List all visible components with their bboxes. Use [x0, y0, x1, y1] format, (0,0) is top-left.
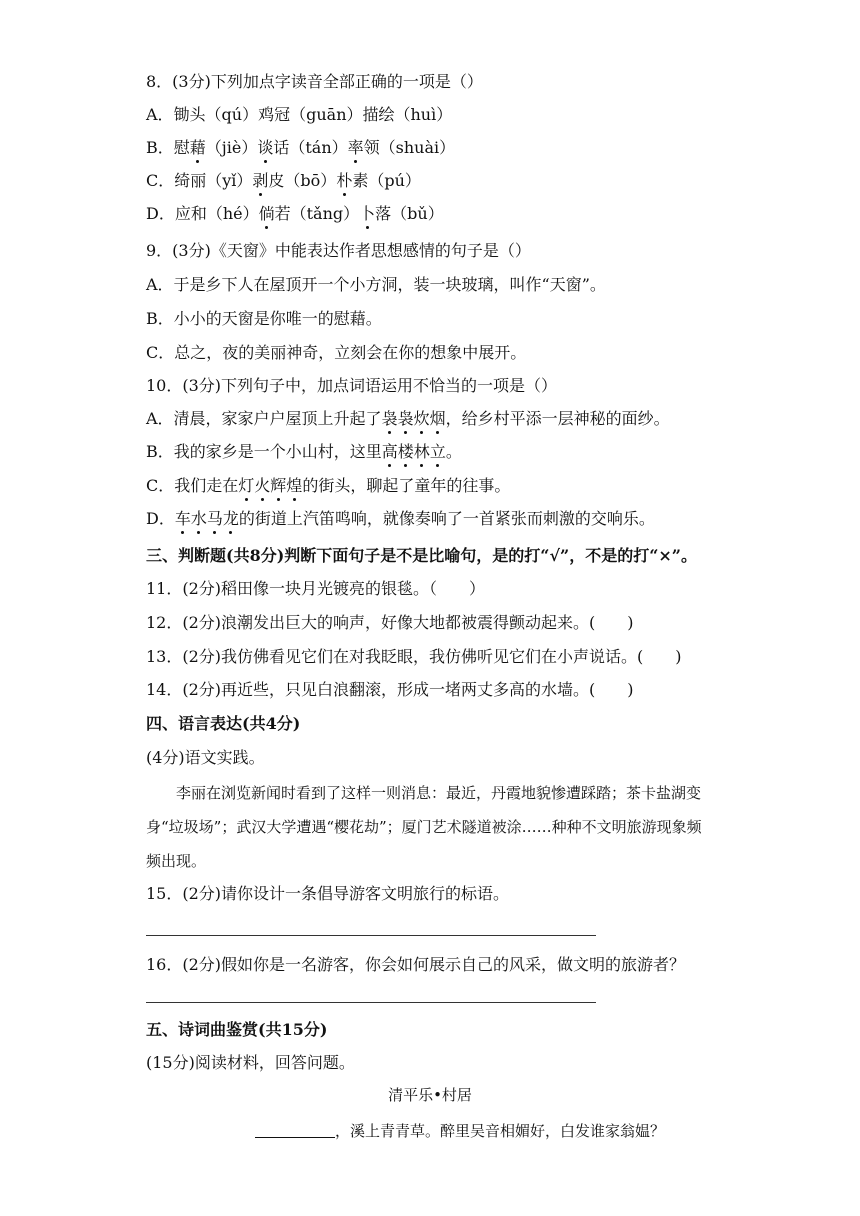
- dotted-char: 灯: [238, 476, 255, 495]
- dotted-char: 朴: [336, 171, 353, 190]
- dotted-char: 袅: [381, 409, 398, 428]
- dotted-char: 煌: [286, 476, 303, 495]
- poem-title: 清平乐•村居: [388, 1086, 472, 1104]
- dotted-char: 剥: [252, 171, 269, 190]
- q15: 15．(2分)请你设计一条倡导游客文明旅行的标语。: [146, 884, 510, 903]
- q14: 14．(2分)再近些，只见白浪翻滚，形成一堵两丈多高的水墙。( ): [146, 680, 634, 699]
- dotted-char: 火: [254, 476, 271, 495]
- practice-label: (4分)语文实践。: [146, 748, 265, 767]
- q9-stem: 9．(3分)《天窗》中能表达作者思想感情的句子是（）: [146, 241, 531, 260]
- dotted-char: 藉: [189, 138, 206, 157]
- dotted-char: 车: [174, 509, 191, 528]
- q10-option-b: B．我的家乡是一个小山村，这里高楼林立。: [146, 442, 462, 461]
- q16-answer-line[interactable]: [146, 1002, 596, 1003]
- dotted-char: 立: [429, 442, 446, 461]
- q8-option-c: C．绮丽（yǐ）剥皮（bō）朴素（pú）: [146, 171, 421, 190]
- q10-stem: 10．(3分)下列句子中，加点词语运用不恰当的一项是（）: [146, 376, 558, 395]
- dotted-char: 龙: [222, 509, 239, 528]
- q9-option-b: B．小小的天窗是你唯一的慰藉。: [146, 309, 382, 328]
- q11: 11．(2分)稻田像一块月光镀亮的银毯。（ ）: [146, 579, 486, 598]
- q10-option-a: A．清晨，家家户户屋顶上升起了袅袅炊烟，给乡村平添一层神秘的面纱。: [146, 409, 670, 428]
- dotted-char: 率: [347, 138, 364, 157]
- q8-option-a: A．锄头（qú）鸡冠（guān）描绘（huì）: [146, 105, 453, 124]
- q8-option-d: D．应和（hé）倘若（tǎng）卜落（bǔ）: [146, 204, 444, 223]
- dotted-char: 卜: [359, 204, 376, 223]
- dotted-char: 袅: [397, 409, 414, 428]
- q13: 13．(2分)我仿佛看见它们在对我眨眼，我仿佛听见它们在小声说话。( ): [146, 647, 682, 666]
- dotted-char: 炊: [413, 409, 430, 428]
- dotted-char: 水: [190, 509, 207, 528]
- dotted-char: 烟: [429, 409, 446, 428]
- q10-option-c: C．我们走在灯火辉煌的街头，聊起了童年的往事。: [146, 476, 511, 495]
- dotted-char: 马: [206, 509, 223, 528]
- q8-option-b: B．慰藉（jiè）谈话（tán）率领（shuài）: [146, 138, 456, 157]
- section-3-heading: 三、判断题(共8分)判断下面句子是不是比喻句，是的打“√”，不是的打“×”。: [146, 546, 698, 565]
- q12: 12．(2分)浪潮发出巨大的响声，好像大地都被震得颤动起来。( ): [146, 613, 634, 632]
- q10-option-d: D．车水马龙的街道上汽笛鸣响，就像奏响了一首紧张而刺激的交响乐。: [146, 509, 655, 528]
- reading-label: (15分)阅读材料，回答问题。: [146, 1053, 355, 1072]
- dotted-char: 林: [413, 442, 430, 461]
- dotted-char: 高: [381, 442, 398, 461]
- dotted-char: 辉: [270, 476, 287, 495]
- dotted-char: 倘: [258, 204, 275, 223]
- poem-blank[interactable]: [255, 1121, 335, 1138]
- news-passage: 李丽在浏览新闻时看到了这样一则消息：最近，丹霞地貌惨遭踩踏；茶卡盐湖变身“垃圾场”；武汉大学遭遇“樱花劫”；厦门艺术隧道被涂……种种不文明旅游现象频频出现。: [146, 784, 702, 870]
- dotted-char: 楼: [397, 442, 414, 461]
- section-5-heading: 五、诗词曲鉴赏(共15分): [146, 1020, 328, 1039]
- q15-answer-line[interactable]: [146, 935, 596, 936]
- poem-line-1: ，溪上青青草。醉里吴音相媚好，白发谁家翁媪？: [30, 1120, 860, 1141]
- q8-stem: 8．(3分)下列加点字读音全部正确的一项是（）: [146, 72, 483, 91]
- section-4-heading: 四、语言表达(共4分): [146, 714, 301, 733]
- q9-option-a: A．于是乡下人在屋顶开一个小方洞，装一块玻璃，叫作“天窗”。: [146, 275, 606, 294]
- q16: 16．(2分)假如你是一名游客，你会如何展示自己的风采，做文明的旅游者？: [146, 955, 686, 974]
- q9-option-c: C．总之，夜的美丽神奇，立刻会在你的想象中展开。: [146, 343, 527, 362]
- dotted-char: 谈: [257, 138, 274, 157]
